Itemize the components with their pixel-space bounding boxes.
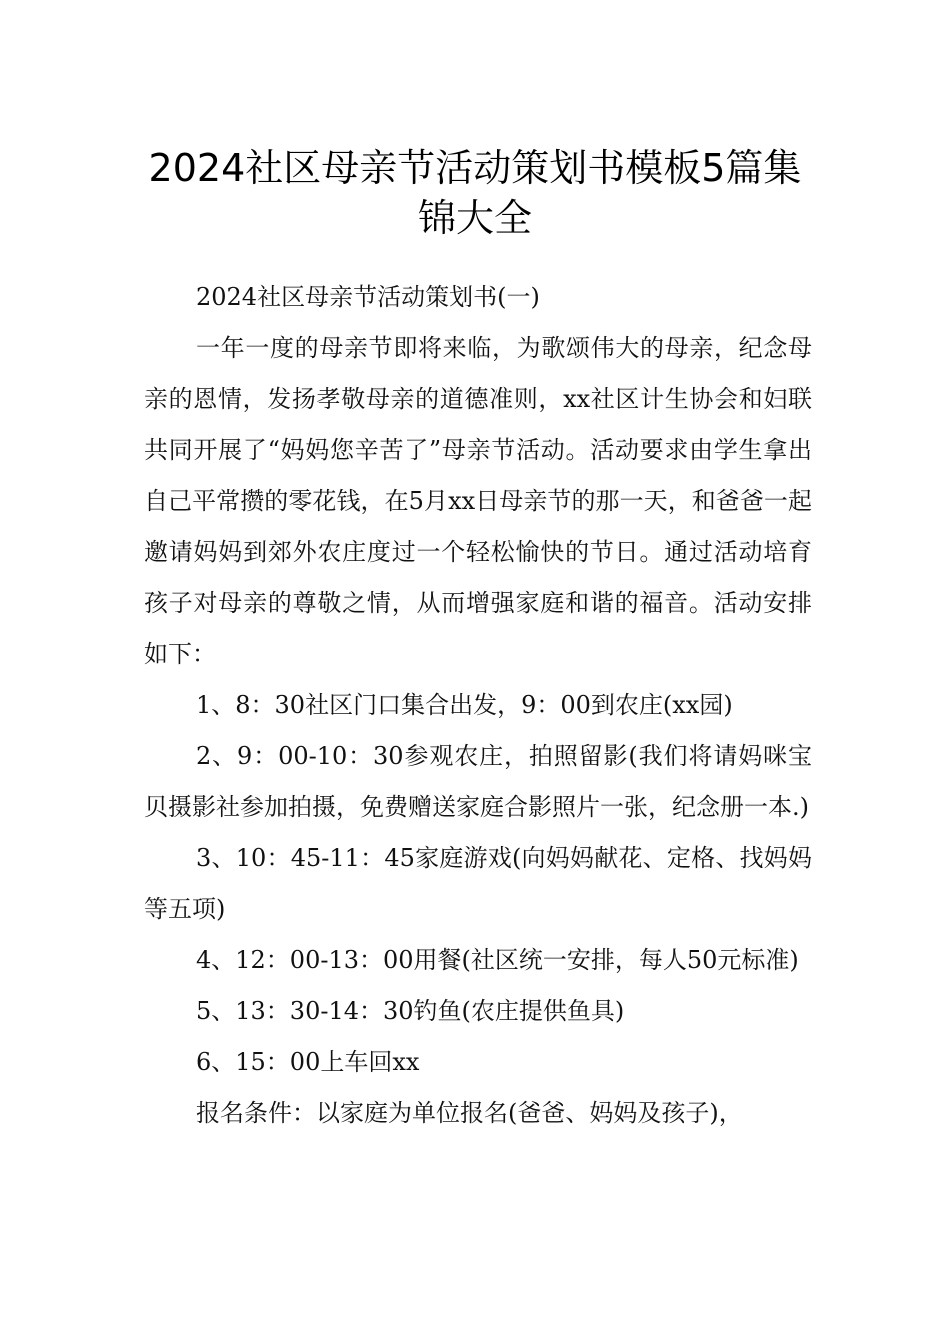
document-body bbox=[144, 272, 812, 1139]
schedule-item-1: 1、8：30社区门口集合出发，9：00到农庄(xx园) bbox=[196, 691, 733, 719]
registration-paragraph: 报名条件：以家庭为单位报名(爸爸、妈妈及孩子)， bbox=[196, 1099, 743, 1127]
schedule-item-4: 4、12：00-13：00用餐(社区统一安排，每人50元标准) bbox=[196, 946, 799, 974]
schedule-item-2: 2、9：00-10：30参观农庄，拍照留影(我们将请妈咪宝贝摄影社参加拍摄，免费赠送家庭合影照片一张，纪念册一本.) bbox=[144, 742, 812, 821]
section-heading: 2024社区母亲节活动策划书(一) bbox=[196, 283, 540, 311]
schedule-item-3: 3、10：45-11：45家庭游戏(向妈妈献花、定格、找妈妈等五项) bbox=[144, 844, 812, 923]
schedule-item-5: 5、13：30-14：30钓鱼(农庄提供鱼具) bbox=[196, 997, 625, 1025]
schedule-item-6: 6、15：00上车回xx bbox=[196, 1048, 420, 1076]
document-title: 2024社区母亲节活动策划书模板5篇集锦大全 bbox=[148, 146, 802, 241]
intro-paragraph: 一年一度的母亲节即将来临，为歌颂伟大的母亲，纪念母亲的恩情，发扬孝敬母亲的道德准则，xx社区计生协会和妇联共同开展了“妈妈您辛苦了”母亲节活动。活动要求由学生拿出自己平常攒的零花钱，在5月xx日母亲节的那一天，和爸爸一起邀请妈妈到郊外农庄度过一个轻松愉快的节日。通过活动培育孩子对母亲的尊敬之情，从而增强家庭和谐的福音。活动安排如下： bbox=[144, 334, 812, 668]
